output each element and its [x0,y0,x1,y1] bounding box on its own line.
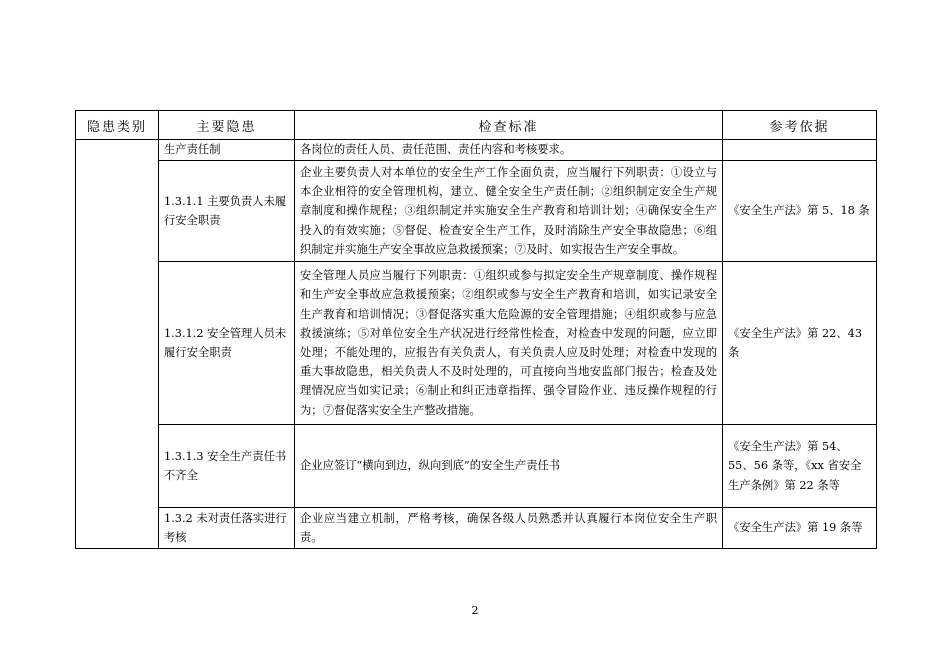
header-category: 隐患类别 [76,111,159,140]
table-row [76,262,877,425]
reference-cell: 《安全生产法》第 19 条等 [723,508,877,549]
page-number: 2 [471,604,479,617]
table-row [76,508,877,549]
standard-cell: 各岗位的责任人员、责任范围、责任内容和考核要求。 [295,140,723,161]
standard-cell: 企业应当建立机制，严格考核，确保各级人员熟悉并认真履行本岗位安全生产职责。 [295,508,723,549]
category-cell [76,140,159,549]
reference-cell: 《安全生产法》第 54、55、56 条等，《xx 省安全生产条例》第 22 条等 [723,425,877,508]
reference-cell [723,140,877,161]
hazard-cell: 1.3.1.2 安全管理人员未履行安全职责 [159,262,295,425]
hazard-cell: 生产责任制 [159,140,295,161]
hazard-inspection-table [75,110,877,549]
standard-cell: 企业主要负责人对本单位的安全生产工作全面负责，应当履行下列职责：①设立与本企业相符的安全管理机构，建立、健全安全生产责任制；②组织制定安全生产规章制度和操作规程；③组织制定并实施安全生产教育和培训计划；④确保安全生产投入的有效实施；⑤督促、检查安全生产工作，及时消除生产安全事故隐患；⑥组织制定并实施生产安全事故应急救援预案；⑦及时、如实报告生产安全事故。 [295,161,723,262]
table-row [76,425,877,508]
header-reference: 参考依据 [723,111,877,140]
table-header-row [76,111,877,140]
standard-cell: 安全管理人员应当履行下列职责：①组织或参与拟定安全生产规章制度、操作规程和生产安全事故应急救援预案；②组织或参与安全生产教育和培训，如实记录安全生产教育和培训情况；③督促落实重大危险源的安全管理措施；④组织或参与应急救援演练；⑤对单位安全生产状况进行经常性检查，对检查中发现的问题，应立即处理；不能处理的，应报告有关负责人，有关负责人应及时处理；对检查中发现的重大事故隐患，相关负责人不及时处理的，可直接向当地安监部门报告；检查及处理情况应当如实记录；⑥制止和纠正违章指挥、强令冒险作业、违反操作规程的行为；⑦督促落实安全生产整改措施。 [295,262,723,425]
hazard-cell: 1.3.1.1 主要负责人未履行安全职责 [159,161,295,262]
reference-cell: 《安全生产法》第 22、43 条 [723,262,877,425]
reference-cell: 《安全生产法》第 5、18 条 [723,161,877,262]
header-standard: 检查标准 [295,111,723,140]
hazard-cell: 1.3.1.3 安全生产责任书不齐全 [159,425,295,508]
table-row [76,140,877,161]
header-hazard: 主要隐患 [159,111,295,140]
hazard-cell: 1.3.2 未对责任落实进行考核 [159,508,295,549]
table-row [76,161,877,262]
standard-cell: 企业应签订“横向到边，纵向到底”的安全生产责任书 [295,425,723,508]
